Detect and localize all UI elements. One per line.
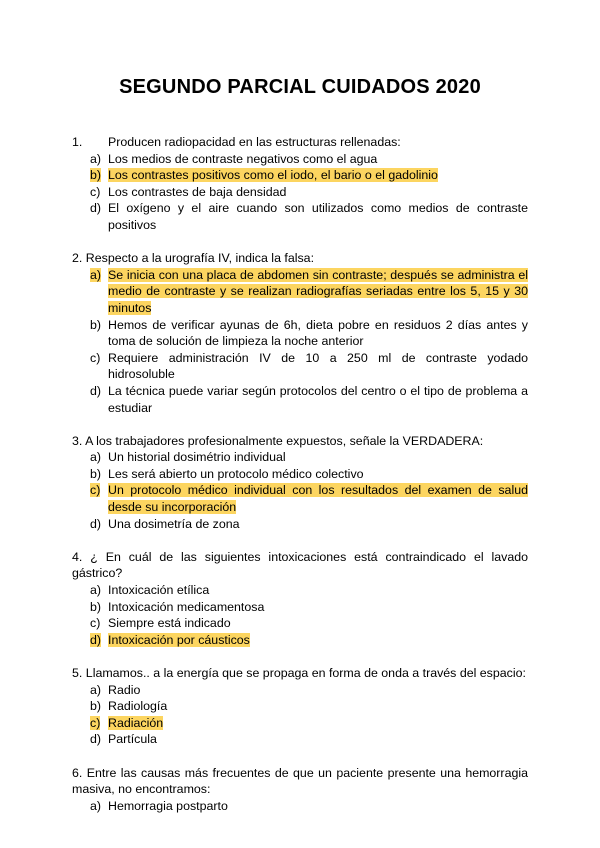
option-letter-text: c) <box>90 350 101 365</box>
option-letter <box>90 350 108 383</box>
document-title: SEGUNDO PARCIAL CUIDADOS 2020 <box>119 76 481 98</box>
option-letter <box>90 466 108 483</box>
option-letter <box>90 167 108 184</box>
question-list <box>72 134 528 831</box>
option-letter <box>90 200 108 233</box>
option-text <box>108 184 528 201</box>
option-highlighted <box>72 632 528 649</box>
question-4 <box>72 549 528 649</box>
option-letter <box>90 632 108 649</box>
question-5 <box>72 665 528 748</box>
option-letter-text: d) <box>90 632 102 647</box>
option-letter-text: b) <box>90 466 102 481</box>
option-text-content: Los contrastes positivos como el iodo, el bario o el gadolinio <box>108 168 438 183</box>
option-text-content: Hemorragia postparto <box>108 798 228 813</box>
option-letter-text: b) <box>90 599 102 614</box>
option-text-content: Un protocolo médico individual con los resultados del examen de salud desde su incorporación <box>108 483 528 515</box>
question-text <box>72 250 528 267</box>
option-text-content: Partícula <box>108 732 157 747</box>
option-list <box>72 151 528 234</box>
question-number: 1. <box>72 135 83 149</box>
option-letter <box>90 151 108 168</box>
option-letter-text: a) <box>90 682 102 697</box>
option-letter-text: d) <box>90 732 102 747</box>
option-text <box>108 200 528 233</box>
option-text <box>108 698 528 715</box>
option-highlighted <box>72 267 528 317</box>
option-text <box>108 715 528 732</box>
option <box>72 582 528 599</box>
option-text <box>108 466 528 483</box>
option <box>72 350 528 383</box>
option-letter-text: a) <box>90 583 102 598</box>
option-letter-text: c) <box>90 483 101 498</box>
option-text <box>108 615 528 632</box>
option-letter <box>90 698 108 715</box>
option-text-content: Radio <box>108 682 141 697</box>
question-text <box>72 433 528 450</box>
option <box>72 599 528 616</box>
option <box>72 615 528 632</box>
question-statement: Respecto a la urografía IV, indica la falsa: <box>85 251 315 266</box>
option-text-content: Los medios de contraste negativos como el agua <box>108 151 378 166</box>
question-statement: Llamamos.. a la energía que se propaga en forma de onda a través del espacio: <box>85 666 526 680</box>
question-statement: Producen radiopacidad en las estructuras rellenadas: <box>108 135 401 149</box>
option-letter-text: d) <box>90 201 102 216</box>
option-text <box>108 682 528 699</box>
option-text <box>108 599 528 616</box>
option-list <box>72 449 528 532</box>
option-letter <box>90 317 108 350</box>
question-text <box>72 665 528 682</box>
option-letter-text: b) <box>90 317 102 332</box>
option-text <box>108 267 528 317</box>
question-statement: A los trabajadores profesionalmente expuestos, señale la VERDADERA: <box>85 433 484 448</box>
option <box>72 383 528 416</box>
option-letter-text: c) <box>90 184 101 199</box>
option-highlighted <box>72 715 528 732</box>
question-2 <box>72 250 528 416</box>
option-letter-text: b) <box>90 168 102 183</box>
option-text-content: Hemos de verificar ayunas de 6h, dieta pobre en residuos 2 días antes y toma de solución de limpieza la noche anterior <box>108 317 528 349</box>
option-letter-text: a) <box>90 798 102 813</box>
option <box>72 466 528 483</box>
option-list <box>72 267 528 416</box>
option-letter <box>90 383 108 416</box>
question-statement: Entre las causas más frecuentes de que un paciente presente una hemorragia masiva, no encontramos: <box>72 765 528 797</box>
option-text-content: Siempre está indicado <box>108 616 231 631</box>
question-6 <box>72 765 528 815</box>
option-text-content: Radiación <box>108 715 164 730</box>
option-list <box>72 682 528 748</box>
option-text-content: Radiología <box>108 699 168 714</box>
option-letter-text: a) <box>90 267 102 282</box>
question-number: 2. <box>72 251 83 266</box>
option-text-content: Los contrastes de baja densidad <box>108 184 287 199</box>
option-text <box>108 516 528 533</box>
option-text-content: Se inicia con una placa de abdomen sin contraste; después se administra el medio de contraste y se realizan radiografías seriadas entre los 5, 15 y 30 minutos <box>108 267 528 315</box>
option-list <box>72 582 528 648</box>
option-letter <box>90 599 108 616</box>
option-letter-text: c) <box>90 616 101 631</box>
question-text <box>72 549 528 582</box>
option-text <box>108 383 528 416</box>
option-text-content: Un historial dosimétrio individual <box>108 450 286 465</box>
option <box>72 200 528 233</box>
option-letter <box>90 449 108 466</box>
question-3 <box>72 433 528 533</box>
option <box>72 184 528 201</box>
option-letter-text: a) <box>90 450 102 465</box>
question-text <box>72 765 528 798</box>
option-letter <box>90 267 108 317</box>
question-text <box>72 134 528 151</box>
option-letter <box>90 715 108 732</box>
option-text-content: Les será abierto un protocolo médico colectivo <box>108 466 364 481</box>
option-letter <box>90 682 108 699</box>
option <box>72 516 528 533</box>
question-statement: ¿ En cuál de las siguientes intoxicaciones está contraindicado el lavado gástrico? <box>72 549 528 581</box>
option <box>72 449 528 466</box>
option <box>72 698 528 715</box>
option-text <box>108 317 528 350</box>
option-text <box>108 582 528 599</box>
option-letter <box>90 516 108 533</box>
option-letter <box>90 731 108 748</box>
option <box>72 682 528 699</box>
option-text <box>108 482 528 515</box>
option-letter-text: d) <box>90 516 102 531</box>
option-letter <box>90 615 108 632</box>
option-letter-text: d) <box>90 383 102 398</box>
option-text <box>108 151 528 168</box>
option-text-content: El oxígeno y el aire cuando son utilizados como medios de contraste positivos <box>108 201 528 232</box>
option-list <box>72 798 528 815</box>
option-text-content: Intoxicación por cáusticos <box>108 632 250 647</box>
option-text <box>108 632 528 649</box>
option-text-content: La técnica puede variar según protocolos del centro o el tipo de problema a estudiar <box>108 383 528 415</box>
option-text <box>108 449 528 466</box>
option-letter-text: c) <box>90 715 101 730</box>
option-text <box>108 798 528 815</box>
option-letter <box>90 482 108 515</box>
option <box>72 317 528 350</box>
option-text <box>108 731 528 748</box>
option <box>72 151 528 168</box>
option-text-content: Requiere administración IV de 10 a 250 ml de contraste yodado hidrosoluble <box>108 350 528 382</box>
question-number: 5. <box>72 666 83 680</box>
option-text <box>108 350 528 383</box>
option-letter <box>90 582 108 599</box>
option-letter <box>90 184 108 201</box>
option-highlighted <box>72 482 528 515</box>
option-letter-text: a) <box>90 151 102 166</box>
question-number: 4. <box>72 549 83 564</box>
question-number: 3. <box>72 433 83 448</box>
option-text-content: Intoxicación etílica <box>108 583 210 598</box>
option-highlighted <box>72 167 528 184</box>
option-text-content: Intoxicación medicamentosa <box>108 599 265 614</box>
option-letter <box>90 798 108 815</box>
option-letter-text: b) <box>90 699 102 714</box>
option <box>72 798 528 815</box>
option <box>72 731 528 748</box>
option-text <box>108 167 528 184</box>
question-number: 6. <box>72 765 83 780</box>
option-text-content: Una dosimetría de zona <box>108 516 240 531</box>
question-1 <box>72 134 528 234</box>
